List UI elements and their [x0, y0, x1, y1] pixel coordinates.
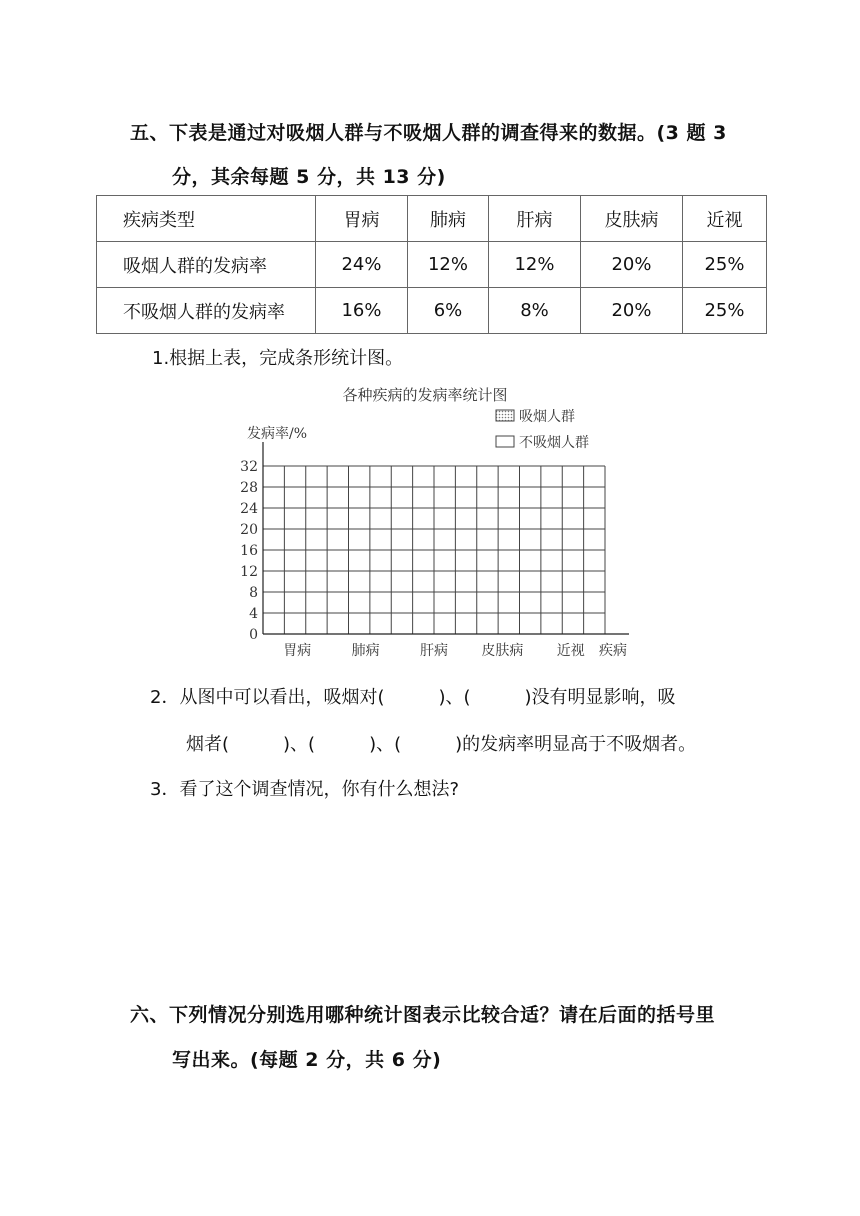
y-axis-ticks — [240, 459, 258, 643]
table-cell: 12% — [489, 242, 581, 288]
bar-chart — [225, 380, 645, 665]
question-1: 1.根据上表，完成条形统计图。 — [152, 348, 404, 369]
x-category-label: 近视 — [556, 643, 585, 659]
table-cell: 6% — [408, 288, 489, 334]
table-header-cell: 肝病 — [489, 196, 581, 242]
table-cell: 20% — [581, 242, 683, 288]
table-cell: 20% — [581, 288, 683, 334]
question-2-line2: 烟者( )、( )、( )的发病率明显高于不吸烟者。 — [186, 734, 697, 755]
x-category-label: 皮肤病 — [481, 643, 524, 659]
x-axis-categories — [283, 642, 585, 659]
table-header-row — [97, 196, 767, 242]
section6-title-line2: 写出来。(每题 2 分，共 6 分) — [172, 1049, 442, 1071]
chart-title: 各种疾病的发病率统计图 — [342, 386, 508, 404]
y-tick-label: 12 — [240, 564, 258, 580]
x-category-label: 胃病 — [283, 643, 312, 659]
y-tick-label: 0 — [249, 627, 258, 643]
legend-label-nonsmokers: 不吸烟人群 — [519, 435, 589, 451]
section5-title-line2: 分，其余每题 5 分，共 13 分) — [172, 166, 446, 188]
y-tick-label: 24 — [240, 501, 258, 517]
question-2-line1: 2．从图中可以看出，吸烟对( )、( )没有明显影响，吸 — [150, 687, 676, 708]
x-axis-label: 疾病 — [599, 643, 627, 659]
section6-title-line1: 六、下列情况分别选用哪种统计图表示比较合适？请在后面的括号里 — [130, 1004, 716, 1026]
chart-svg — [225, 380, 645, 665]
table-cell: 25% — [683, 288, 767, 334]
y-tick-label: 4 — [249, 606, 258, 622]
section5-title-line1: 五、下表是通过对吸烟人群与不吸烟人群的调查得来的数据。(3 题 3 — [130, 122, 727, 144]
table-cell: 8% — [489, 288, 581, 334]
table-header-cell: 皮肤病 — [581, 196, 683, 242]
legend-swatch-smokers — [496, 410, 514, 421]
table-row — [97, 288, 767, 334]
table-header-cell: 近视 — [683, 196, 767, 242]
table-cell: 25% — [683, 242, 767, 288]
y-tick-label: 28 — [240, 480, 258, 496]
y-axis-label: 发病率/% — [247, 426, 308, 442]
table-header-cell: 肺病 — [408, 196, 489, 242]
y-tick-label: 32 — [240, 459, 258, 475]
legend-swatch-nonsmokers — [496, 436, 514, 447]
x-category-label: 肝病 — [420, 643, 448, 659]
survey-table — [96, 195, 767, 334]
legend-label-smokers: 吸烟人群 — [519, 409, 575, 425]
y-tick-label: 8 — [249, 585, 258, 601]
table-cell: 16% — [316, 288, 408, 334]
table-header-cell: 胃病 — [316, 196, 408, 242]
x-category-label: 肺病 — [351, 643, 380, 659]
table-header-cell: 疾病类型 — [97, 196, 316, 242]
question-3: 3．看了这个调查情况，你有什么想法? — [150, 779, 460, 800]
y-tick-label: 20 — [240, 522, 258, 538]
chart-grid — [263, 442, 629, 634]
y-tick-label: 16 — [240, 543, 258, 559]
table-row — [97, 242, 767, 288]
table-cell: 12% — [408, 242, 489, 288]
table-cell: 24% — [316, 242, 408, 288]
table-cell: 吸烟人群的发病率 — [97, 242, 316, 288]
table-cell: 不吸烟人群的发病率 — [97, 288, 316, 334]
